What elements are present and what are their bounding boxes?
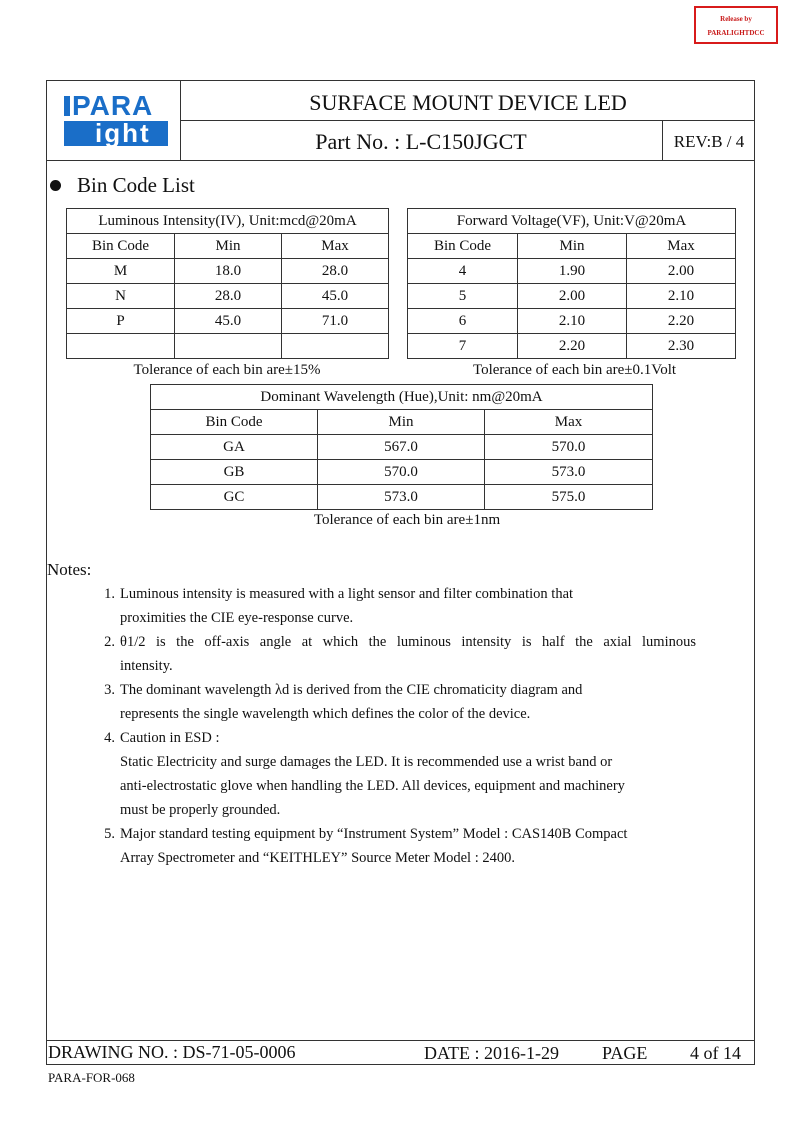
note-line: Static Electricity and surge damages the LED. It is recommended use a wrist band or bbox=[120, 754, 613, 770]
note-number: 5. bbox=[104, 826, 115, 842]
column-header: Max bbox=[627, 234, 736, 259]
page-label: PAGE bbox=[602, 1043, 648, 1063]
table-row bbox=[408, 334, 736, 359]
document-title: SURFACE MOUNT DEVICE LED bbox=[309, 90, 627, 115]
table-row bbox=[67, 284, 389, 309]
table-cell: 2.10 bbox=[518, 309, 627, 334]
column-header: Bin Code bbox=[151, 410, 318, 435]
table-cell: 573.0 bbox=[485, 460, 653, 485]
table-title: Forward Voltage(VF), Unit:V@20mA bbox=[408, 209, 736, 234]
table-cell: 2.30 bbox=[627, 334, 736, 359]
column-header: Bin Code bbox=[408, 234, 518, 259]
company-logo bbox=[64, 92, 168, 148]
table-header-row bbox=[408, 234, 736, 259]
note-line: proximities the CIE eye-response curve. bbox=[120, 610, 354, 626]
note-number: 3. bbox=[104, 682, 115, 698]
table-cell: P bbox=[67, 309, 175, 334]
column-header: Max bbox=[485, 410, 653, 435]
table-row bbox=[151, 435, 653, 460]
column-header: Max bbox=[282, 234, 389, 259]
header-bottom-rule bbox=[46, 160, 755, 161]
table-cell: 4 bbox=[408, 259, 518, 284]
table-row bbox=[151, 485, 653, 510]
note-line: represents the single wavelength which defines the color of the device. bbox=[120, 706, 531, 722]
note-line: intensity. bbox=[120, 658, 173, 674]
table-cell: 570.0 bbox=[318, 460, 485, 485]
table-cell: 2.20 bbox=[627, 309, 736, 334]
vf-tolerance: Tolerance of each bin are±0.1Volt bbox=[472, 362, 677, 378]
table-cell: 28.0 bbox=[282, 259, 389, 284]
column-header: Min bbox=[175, 234, 282, 259]
table-cell: 2.00 bbox=[518, 284, 627, 309]
table-row bbox=[67, 334, 389, 359]
table-cell bbox=[67, 334, 175, 359]
column-header: Min bbox=[318, 410, 485, 435]
note-item bbox=[95, 630, 705, 678]
table-cell bbox=[282, 334, 389, 359]
logo-bar bbox=[64, 96, 70, 116]
logo-text-bottom: ight bbox=[89, 121, 168, 146]
note-item bbox=[95, 678, 705, 726]
table-cell: GB bbox=[151, 460, 318, 485]
table-row bbox=[408, 259, 736, 284]
header-divider-h bbox=[180, 120, 755, 121]
part-number: Part No. : L-C150JGCT bbox=[315, 129, 527, 154]
note-line: Array Spectrometer and “KEITHLEY” Source Meter Model : 2400. bbox=[120, 850, 515, 866]
table-cell: 71.0 bbox=[282, 309, 389, 334]
stamp-line-2: PARALIGHTDCC bbox=[707, 29, 765, 37]
table-cell: 7 bbox=[408, 334, 518, 359]
luminous-intensity-table bbox=[66, 208, 389, 359]
note-line: Caution in ESD : bbox=[120, 730, 220, 746]
table-cell bbox=[175, 334, 282, 359]
table-header-row bbox=[67, 234, 389, 259]
page-number: 4 of 14 bbox=[690, 1043, 741, 1063]
table-cell: M bbox=[67, 259, 175, 284]
table-cell: N bbox=[67, 284, 175, 309]
bullet-icon bbox=[50, 180, 61, 191]
table-cell: 28.0 bbox=[175, 284, 282, 309]
release-stamp bbox=[694, 6, 778, 44]
note-number: 1. bbox=[104, 586, 115, 602]
table-cell: 2.10 bbox=[627, 284, 736, 309]
note-line: θ1/2 is the off-axis angle at which the luminous intensity is half the axial luminous bbox=[120, 634, 696, 650]
iv-tolerance: Tolerance of each bin are±15% bbox=[133, 362, 321, 378]
note-item bbox=[95, 582, 705, 630]
notes-heading: Notes: bbox=[47, 560, 92, 579]
table-cell: 18.0 bbox=[175, 259, 282, 284]
table-row bbox=[67, 309, 389, 334]
table-cell: 573.0 bbox=[318, 485, 485, 510]
table-cell: 575.0 bbox=[485, 485, 653, 510]
logo-text-top: PARA bbox=[72, 90, 154, 121]
document-date: DATE : 2016-1-29 bbox=[424, 1043, 559, 1063]
forward-voltage-table bbox=[407, 208, 736, 359]
note-line: Major standard testing equipment by “Instrument System” Model : CAS140B Compact bbox=[120, 826, 628, 842]
table-cell: 567.0 bbox=[318, 435, 485, 460]
table-cell: GC bbox=[151, 485, 318, 510]
table-cell: GA bbox=[151, 435, 318, 460]
table-cell: 6 bbox=[408, 309, 518, 334]
note-line: Luminous intensity is measured with a light sensor and filter combination that bbox=[120, 586, 574, 602]
logo-block bbox=[64, 121, 89, 146]
note-number: 2. bbox=[104, 634, 115, 650]
section-title: Bin Code List bbox=[77, 172, 195, 197]
section-heading bbox=[50, 172, 195, 198]
note-line: The dominant wavelength λd is derived from the CIE chromaticity diagram and bbox=[120, 682, 583, 698]
note-item bbox=[95, 726, 705, 822]
table-cell: 2.00 bbox=[627, 259, 736, 284]
table-row bbox=[408, 284, 736, 309]
table-title: Luminous Intensity(IV), Unit:mcd@20mA bbox=[67, 209, 389, 234]
table-title: Dominant Wavelength (Hue),Unit: nm@20mA bbox=[151, 385, 653, 410]
revision: REV:B / 4 bbox=[673, 132, 745, 151]
table-cell: 1.90 bbox=[518, 259, 627, 284]
note-item bbox=[95, 822, 705, 870]
table-cell: 5 bbox=[408, 284, 518, 309]
table-row bbox=[408, 309, 736, 334]
note-line: anti-electrostatic glove when handling the LED. All devices, equipment and machinery bbox=[120, 778, 625, 794]
table-cell: 2.20 bbox=[518, 334, 627, 359]
table-cell: 45.0 bbox=[282, 284, 389, 309]
note-line: must be properly grounded. bbox=[120, 802, 281, 818]
stamp-line-1: Release by bbox=[720, 15, 752, 23]
wl-tolerance: Tolerance of each bin are±1nm bbox=[313, 512, 501, 528]
table-row bbox=[67, 259, 389, 284]
column-header: Min bbox=[518, 234, 627, 259]
column-header: Bin Code bbox=[67, 234, 175, 259]
note-number: 4. bbox=[104, 730, 115, 746]
table-cell: 45.0 bbox=[175, 309, 282, 334]
dominant-wavelength-table bbox=[150, 384, 653, 510]
table-cell: 570.0 bbox=[485, 435, 653, 460]
drawing-number: DRAWING NO. : DS-71-05-0006 bbox=[48, 1042, 296, 1062]
form-number: PARA-FOR-068 bbox=[48, 1070, 135, 1085]
table-header-row bbox=[151, 410, 653, 435]
table-row bbox=[151, 460, 653, 485]
